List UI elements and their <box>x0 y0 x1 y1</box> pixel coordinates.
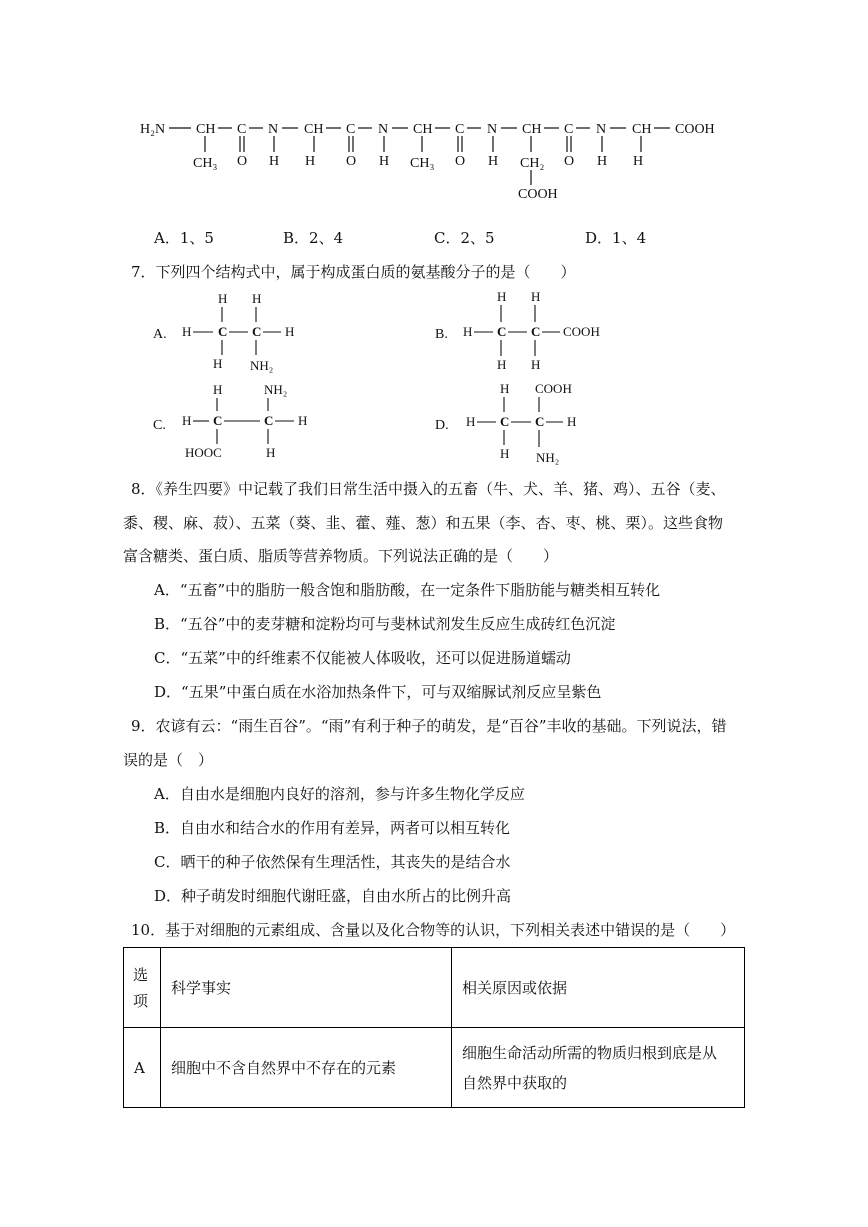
sub-h-3: H <box>379 154 390 169</box>
c-c2: C <box>264 413 274 428</box>
a-c1: C <box>218 324 228 339</box>
sub-h-1: H <box>269 154 280 169</box>
d-h-right: H <box>567 414 577 429</box>
c-hooc: HOOC <box>185 445 222 460</box>
a-nh2: NH₂ <box>250 358 274 373</box>
q6-option-d[interactable]: D．1、4 <box>585 229 647 247</box>
sub-h-2: H <box>305 154 316 169</box>
row-reason <box>452 1028 745 1108</box>
atom-n-4: N <box>596 122 607 137</box>
table-header-row <box>124 948 745 1028</box>
atom-c-3: C <box>455 122 465 137</box>
q8-stem-line2: 黍、稷、麻、菽）、五菜（葵、韭、藿、薤、葱）和五果（李、杏、枣、桃、栗）。这些食物 <box>123 514 724 532</box>
d-c1: C <box>500 414 510 429</box>
q10-stem: 10．基于对细胞的元素组成、含量以及化合物等的认识，下列相关表述中错误的是（ ） <box>131 921 736 939</box>
q8-stem-line3: 富含糖类、蛋白质、脂质等营养物质。下列说法正确的是（ ） <box>123 547 559 565</box>
a-h-left: H <box>182 324 192 339</box>
atom-c-1: C <box>237 122 247 137</box>
amino-terminus: H₂N <box>140 122 166 137</box>
table-row <box>124 1028 745 1108</box>
side-chain-cooh: COOH <box>518 187 558 202</box>
sub-o-4: O <box>564 154 575 169</box>
d-h-top: H <box>500 381 510 396</box>
sub-ch3-2: CH₃ <box>410 156 435 171</box>
q6-option-c[interactable]: C．2、5 <box>434 229 495 247</box>
b-c2: C <box>531 324 541 339</box>
b-h-top1: H <box>497 289 507 304</box>
q7-stem: 7．下列四个结构式中，属于构成蛋白质的氨基酸分子的是（ ） <box>131 263 576 281</box>
atom-c-4: C <box>564 122 574 137</box>
c-c1: C <box>213 413 223 428</box>
atom-n-1: N <box>268 122 279 137</box>
q9-option-d[interactable]: D．种子萌发时细胞代谢旺盛，自由水所占的比例升高 <box>154 887 512 905</box>
q10-table <box>123 947 745 1108</box>
atom-ch-2: CH <box>304 122 324 137</box>
c-nh2: NH₂ <box>264 382 288 397</box>
carboxyl-terminus: COOH <box>675 122 715 137</box>
sub-o-2: O <box>346 154 357 169</box>
a-h-bottom: H <box>213 356 223 371</box>
d-cooh: COOH <box>535 381 572 396</box>
a-h-top2: H <box>252 291 262 306</box>
header-reason: 相关原因或依据 <box>452 948 745 1028</box>
q9-option-c[interactable]: C．晒干的种子依然保有生理活性，其丧失的是结合水 <box>154 853 511 871</box>
atom-c-2: C <box>346 122 356 137</box>
q8-stem-line1: 8．《养生四要》中记载了我们日常生活中摄入的五畜（牛、犬、羊、猪、鸡）、五谷（麦、 <box>131 480 726 498</box>
sub-o-3: O <box>455 154 466 169</box>
q8-option-d[interactable]: D．“五果”中蛋白质在水浴加热条件下，可与双缩脲试剂反应呈紫色 <box>154 683 602 701</box>
b-h-bottom1: H <box>497 357 507 372</box>
a-h-top1: H <box>218 291 228 306</box>
peptide-structure <box>0 105 868 215</box>
row-reason-line1: 细胞生命活动所需的物质归根到底是从 <box>462 1043 718 1062</box>
q7-label-c[interactable]: C. <box>153 418 166 433</box>
atom-n-3: N <box>487 122 498 137</box>
q9-stem-line1: 9．农谚有云：“雨生百谷”。“雨”有利于种子的萌发，是“百谷”丰收的基础。下列说法，错 <box>131 717 727 735</box>
header-fact: 科学事实 <box>161 948 452 1028</box>
b-cooh: COOH <box>563 324 600 339</box>
q6-option-a[interactable]: A．1、5 <box>154 229 214 247</box>
atom-n-2: N <box>378 122 389 137</box>
c-h-top1: H <box>213 382 223 397</box>
a-c2: C <box>252 324 262 339</box>
b-h-bottom2: H <box>531 357 541 372</box>
row-option: A <box>124 1028 161 1108</box>
b-c1: C <box>497 324 507 339</box>
d-h-bottom: H <box>500 446 510 461</box>
sub-h-5: H <box>597 154 608 169</box>
c-h-bottom: H <box>266 445 276 460</box>
sub-ch3-1: CH₃ <box>193 156 218 171</box>
c-h-right: H <box>298 413 308 428</box>
q9-stem-line2: 误的是（ ） <box>123 751 214 769</box>
atom-ch-5: CH <box>632 122 652 137</box>
d-nh2: NH₂ <box>536 450 560 465</box>
d-c2: C <box>535 414 545 429</box>
b-h-left: H <box>463 324 473 339</box>
d-h-left: H <box>466 414 476 429</box>
q8-option-c[interactable]: C．“五菜”中的纤维素不仅能被人体吸收，还可以促进肠道蠕动 <box>154 649 571 667</box>
q7-structures <box>0 285 868 470</box>
atom-ch-3: CH <box>413 122 433 137</box>
sub-o-1: O <box>237 154 248 169</box>
q9-option-b[interactable]: B．自由水和结合水的作用有差异，两者可以相互转化 <box>154 819 511 837</box>
q8-option-a[interactable]: A．“五畜”中的脂肪一般含饱和脂肪酸，在一定条件下脂肪能与糖类相互转化 <box>154 581 661 599</box>
q7-label-d[interactable]: D. <box>435 418 449 433</box>
sub-ch2: CH₂ <box>520 156 545 171</box>
q7-label-b[interactable]: B. <box>435 327 448 342</box>
sub-h-6: H <box>633 154 644 169</box>
q6-option-b[interactable]: B．2、4 <box>283 229 344 247</box>
q8-option-b[interactable]: B．“五谷”中的麦芽糖和淀粉均可与斐林试剂发生反应生成砖红色沉淀 <box>154 615 616 633</box>
sub-h-4: H <box>488 154 499 169</box>
atom-ch-1: CH <box>196 122 216 137</box>
header-option: 选项 <box>124 948 161 1028</box>
q7-label-a[interactable]: A. <box>153 327 167 342</box>
row-fact: 细胞中不含自然界中不存在的元素 <box>161 1028 452 1108</box>
c-h-left: H <box>182 413 192 428</box>
b-h-top2: H <box>531 289 541 304</box>
q9-option-a[interactable]: A．自由水是细胞内良好的溶剂，参与许多生物化学反应 <box>154 785 525 803</box>
atom-ch-4: CH <box>522 122 542 137</box>
a-h-right: H <box>285 324 295 339</box>
row-reason-line2: 自然界中获取的 <box>462 1073 568 1092</box>
